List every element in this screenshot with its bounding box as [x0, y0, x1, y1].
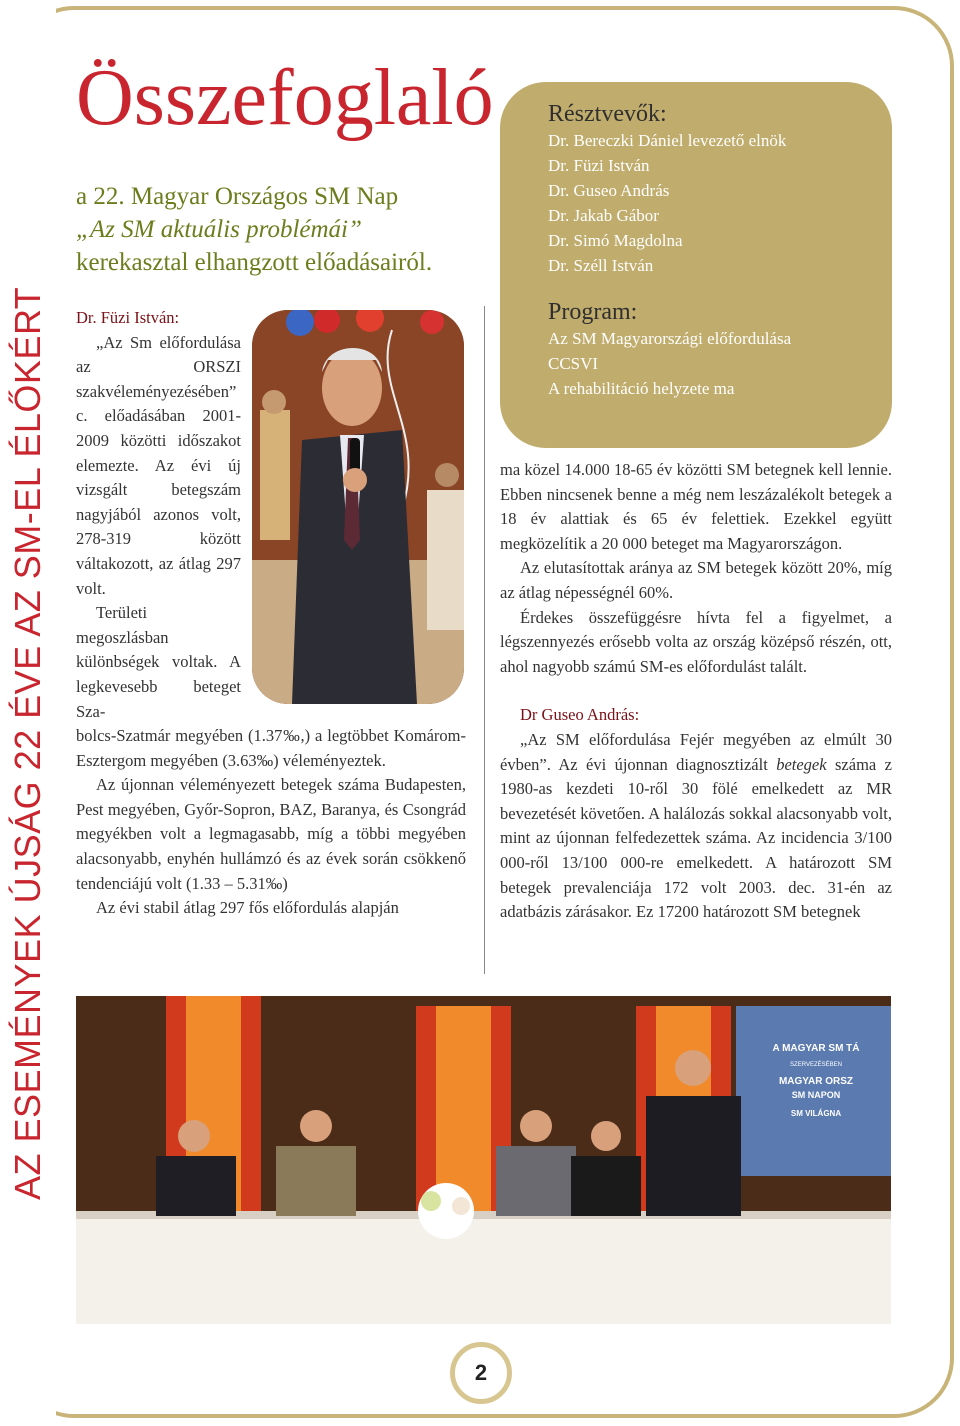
subtitle-line-2: „Az SM aktuális problémái”: [76, 216, 362, 243]
speaker-photo: [252, 310, 464, 704]
article1-narrow-column: [76, 306, 241, 724]
program-item: A rehabilitáció helyzete ma: [548, 379, 735, 398]
article2-paragraph: [500, 728, 892, 925]
article1-paragraph: Érdekes összefüggésre hívta fel a figyelmet, a légszennyezés erősebb volta az ország középső részén, ott, ahol nagyobb számú SM-es előfordulást talált.: [500, 607, 892, 676]
participant-item: Dr. Guseo András: [548, 181, 670, 200]
info-box: [500, 82, 892, 448]
participant-item: Dr. Simó Magdolna: [548, 231, 683, 250]
screen-text-line-2: SZERVEZÉSÉBEN: [790, 1062, 842, 1068]
program-item: Az SM Magyarországi előfordulása: [548, 329, 792, 348]
article1-paragraph: ma közel 14.000 18-65 év közötti SM betegnek kell lennie. Ebben nincsenek benne a még nem leszázalékolt betegek a 18 év alattiak és 65 év felettiek. Ezekkel együtt megközelítik a 20 000 beteget ma Magyarországon.: [500, 460, 892, 553]
screen-text-line-4: SM NAPON: [791, 1090, 841, 1100]
program-item: CCSVI: [548, 354, 599, 373]
participant-item: Dr. Bereczki Dániel levezető elnök: [548, 131, 787, 150]
participant-item: Dr. Jakab Gábor: [548, 206, 659, 225]
article1-paragraph: Az elutasítottak aránya az SM betegek között 20%, míg az átlag népességnél 60%.: [500, 558, 892, 602]
screen-text-line-5: SM VILÁGNA: [790, 1109, 842, 1118]
page-title: Összefoglaló: [76, 54, 494, 142]
article1-wide-column: [76, 724, 466, 921]
article1-paragraph: Az évi stabil átlag 297 fős előfordulás alapján: [96, 898, 399, 918]
panel-photo-drawing: [76, 996, 891, 1324]
subtitle: [76, 180, 496, 279]
panel-photo: [76, 996, 891, 1324]
subtitle-line-1: a 22. Magyar Országos SM Nap: [76, 183, 399, 210]
article2-emphasis: betegek: [776, 754, 827, 774]
article1-paragraph: „Az Sm előfordulása az ORSZI szakvéleményezésében” c. előadásában 2001-2009 közötti időszakot elemezte. Az évi új vizsgált betegszám nagyjából azonos volt, 278-319 között váltakozott, az átlag 297 volt.: [76, 332, 241, 598]
article2-text-a: „Az SM előfordulása Fejér megyében az elmúlt 30 évben”. Az évi újonnan diagnosztizált: [500, 729, 892, 774]
program-heading: Program:: [548, 299, 638, 325]
vertical-side-title: AZ ESEMÉNYEK ÚJSÁG 22 ÉVE AZ SM-EL ÉLŐKÉRT: [7, 286, 48, 1200]
article1-paragraph: Az újonnan véleményezett betegek száma Budapesten, Pest megyében, Győr-Sopron, BAZ, Baranya, és Csongrád megyékben volt a legmagasabb, míg a többi megyében alacsonyabb, enyhén hullámzó és az évek során csökkenő tendenciájú volt (1.33 – 5.31‰): [76, 775, 466, 893]
article2-text-b: száma z 1980-as kezdeti 10-ről 30 fölé emelkedett az MR bevezetését követően. A halálozás sokkal alacsonyabb volt, mint az újonnan felfedezettek száma. Az incidencia 3/100 000-ről 13/100 000-re emelkedett. A határozott SM betegek prevalenciája 172 volt 2003. dec. 31-én az adatbázis zárásakor. Ez 17200 határozott SM betegnek: [500, 754, 892, 922]
column-divider: [484, 306, 485, 974]
subtitle-line-3: kerekasztal elhangzott előadásairól.: [76, 249, 433, 276]
screen-text-line-1: A MAGYAR SM TÁ: [772, 1043, 860, 1054]
article1-author: Dr. Füzi István:: [76, 308, 180, 327]
speaker-photo-drawing: [252, 310, 464, 704]
article1-paragraph: bolcs-Szatmár megyében (1.37‰,) a legtöbbet Komárom-Esztergom megyében (3.63‰) véleményeztek.: [76, 726, 466, 770]
page-number: 2: [450, 1342, 512, 1404]
participants-heading: Résztvevők:: [548, 101, 667, 127]
screen-text-line-3: MAGYAR ORSZ: [778, 1076, 854, 1087]
article1-paragraph: Területi megoszlásban különbségek voltak. A legkevesebb beteget Sza-: [76, 603, 241, 721]
participant-item: Dr. Füzi István: [548, 156, 650, 175]
right-column: [500, 458, 892, 925]
participant-item: Dr. Széll István: [548, 256, 654, 275]
article2-author: Dr Guseo András:: [520, 705, 640, 725]
